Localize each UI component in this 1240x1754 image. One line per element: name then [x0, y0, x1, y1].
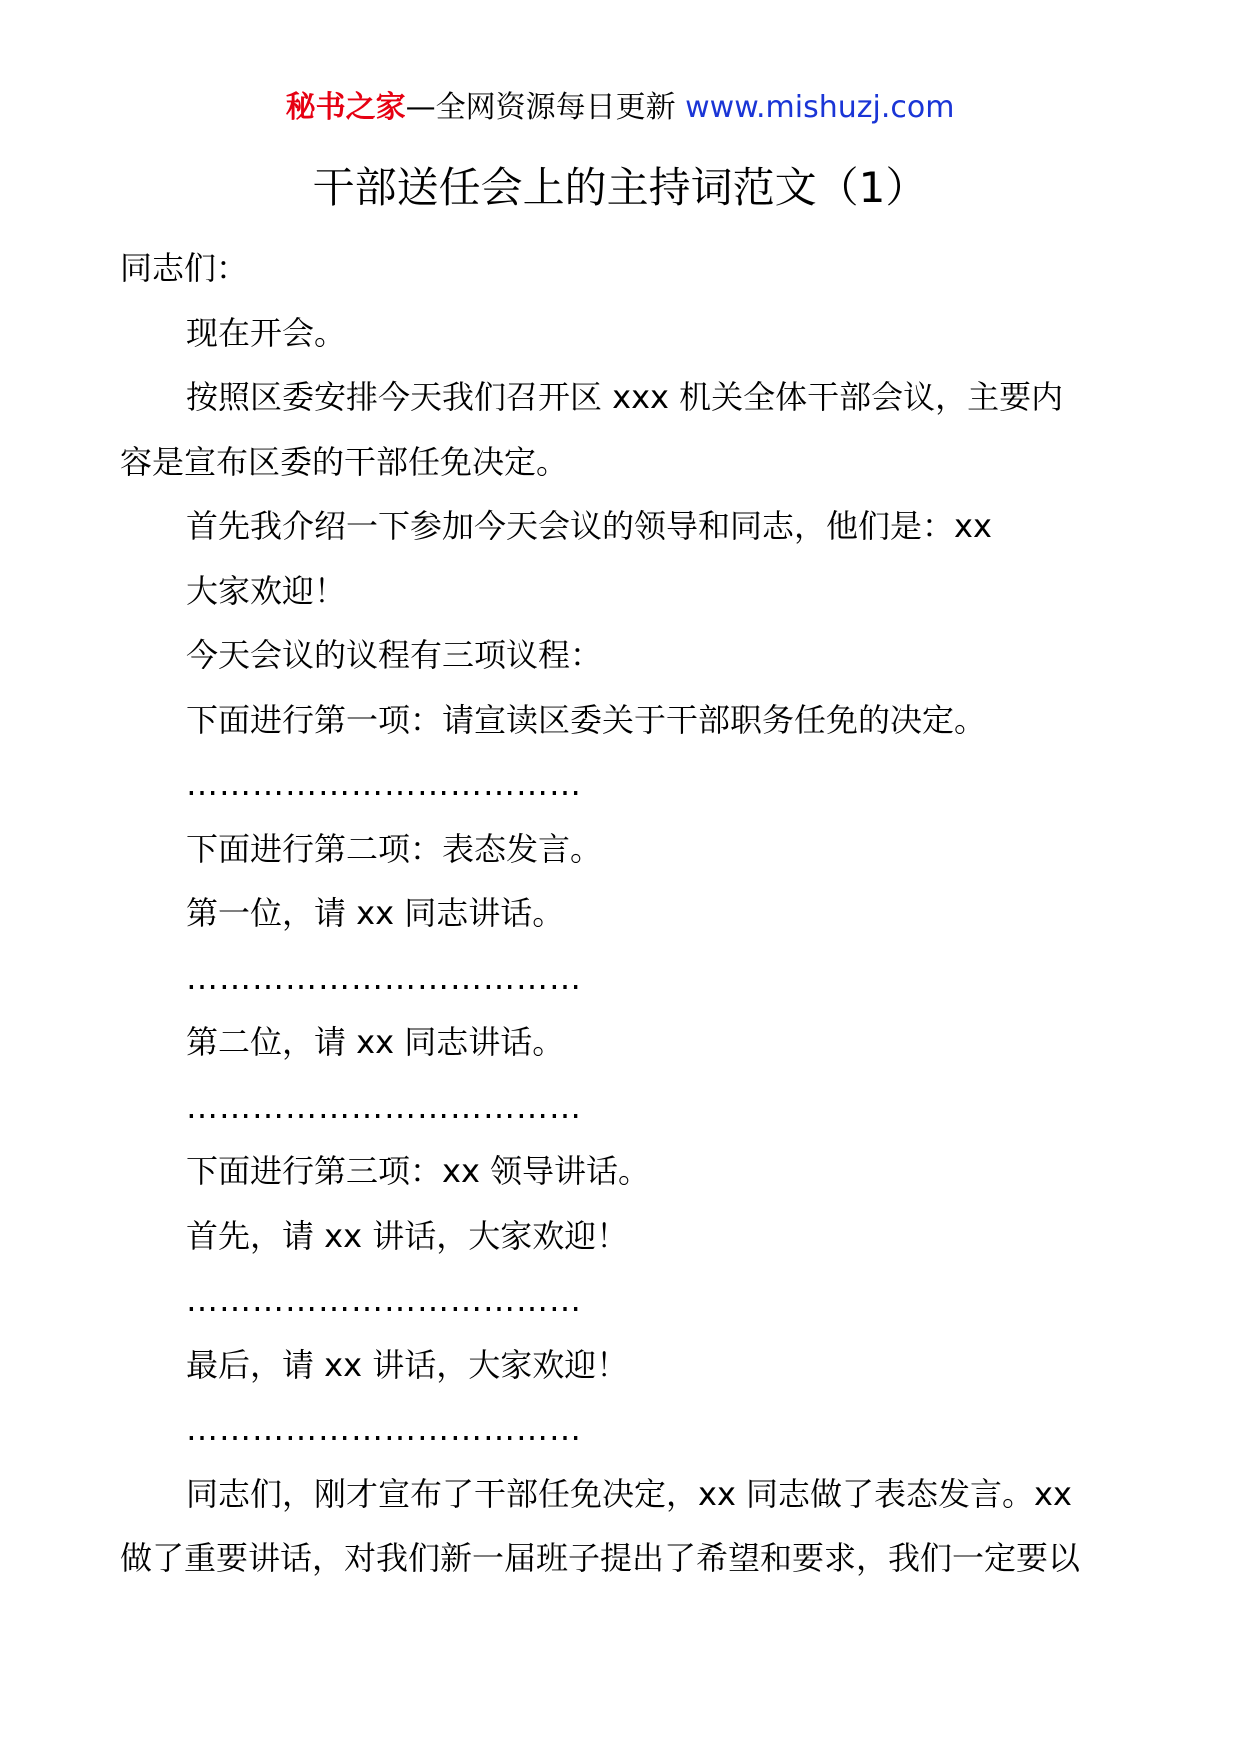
site-header [0, 86, 1240, 130]
site-url-link[interactable]: www.mishuzj.com [685, 90, 955, 125]
paragraph-line: 按照区委安排今天我们召开区 xxx 机关全体干部会议，主要内 [186, 378, 1064, 416]
paragraph-line: 现在开会。 [186, 313, 347, 352]
paragraph-line: 第二位，请 xx 同志讲话。 [186, 1023, 565, 1061]
paragraph-line: 第一位，请 xx 同志讲话。 [186, 894, 565, 932]
header-tagline: —全网资源每日更新 [405, 90, 686, 125]
paragraph-line: 下面进行第三项：xx 领导讲话。 [186, 1152, 651, 1190]
paragraph-line: 容是宣布区委的干部任免决定。 [120, 442, 569, 481]
brand-name: 秘书之家 [285, 90, 406, 125]
ellipsis-line: ……………………………… [186, 1087, 582, 1126]
ellipsis-line: ……………………………… [186, 958, 582, 997]
paragraph-line: 最后，请 xx 讲话，大家欢迎！ [186, 1345, 629, 1384]
paragraph-line: 下面进行第一项：请宣读区委关于干部职务任免的决定。 [186, 700, 987, 739]
document-title: 干部送任会上的主持词范文（1） [312, 163, 928, 212]
paragraph-line: 同志们，刚才宣布了干部任免决定，xx 同志做了表态发言。xx [186, 1474, 1072, 1513]
paragraph-line: 今天会议的议程有三项议程： [186, 636, 603, 674]
paragraph-line: 下面进行第二项：表态发言。 [186, 829, 603, 868]
paragraph-line: 首先我介绍一下参加今天会议的领导和同志，他们是：xx [186, 507, 992, 545]
paragraph-line: 首先，请 xx 讲话，大家欢迎！ [186, 1216, 629, 1255]
paragraph-line: 大家欢迎！ [186, 571, 347, 610]
ellipsis-line: ……………………………… [186, 765, 582, 803]
ellipsis-line: ……………………………… [186, 1281, 582, 1319]
salutation: 同志们： [120, 249, 249, 287]
ellipsis-line: ……………………………… [186, 1410, 582, 1448]
document-body [120, 236, 1130, 1591]
paragraph-line: 做了重要讲话，对我们新一届班子提出了希望和要求，我们一定要以 [120, 1539, 1081, 1577]
